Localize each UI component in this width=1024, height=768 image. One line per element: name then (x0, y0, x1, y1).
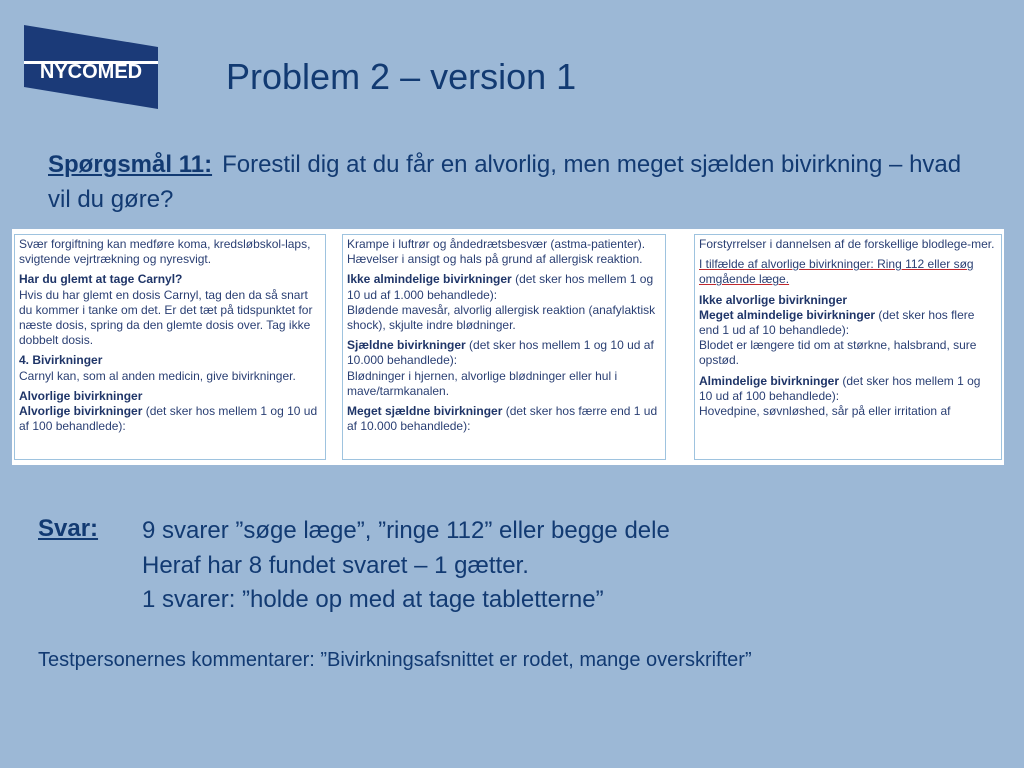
leaflet-paragraph (19, 389, 321, 435)
leaflet-text: Svær forgiftning kan medføre koma, kredsløbskol-laps, svigtende vejrtrækning og nyresvigt. (19, 237, 311, 267)
leaflet-paragraph (699, 374, 997, 420)
leaflet-heading: Sjældne bivirkninger (347, 338, 466, 353)
answer-lines (142, 514, 670, 618)
answer-label: Svar: (38, 515, 99, 542)
leaflet-paragraph (699, 257, 997, 287)
leaflet-text: Krampe i luftrør og åndedrætsbesvær (astma-patienter). Hævelser i ansigt og hals på grund af allergisk reaktion. (347, 237, 646, 267)
leaflet-heading: Alvorlige bivirkninger (19, 404, 143, 419)
question-text: Forestil dig at du får en alvorlig, men meget sjælden bivirkning – hvad vil du gøre? (48, 151, 962, 213)
leaflet-heading: Meget sjældne bivirkninger (347, 404, 503, 419)
leaflet-excerpt (12, 229, 1004, 465)
leaflet-text: (det sker hos mellem 1 og 10 ud af 100 behandlede): (19, 404, 318, 434)
leaflet-text: (det sker hos mellem 1 og 10 ud af 100 behandlede): (699, 373, 981, 403)
leaflet-heading: Har du glemt at tage Carnyl? (19, 272, 183, 287)
answer-line-2: Heraf har 8 fundet svaret – 1 gætter. (142, 551, 529, 579)
leaflet-text: Blødninger i hjernen, alvorlige blødninger eller hul i mave/tarmkanalen. (347, 368, 618, 398)
answer-line-3: 1 svarer: ”holde op med at tage tabletterne” (142, 586, 604, 613)
leaflet-heading: Ikke alvorlige bivirkninger (699, 292, 848, 307)
leaflet-text: (det sker hos færre end 1 ud af 10.000 behandlede): (347, 404, 658, 434)
leaflet-paragraph (347, 404, 661, 434)
test-comments: Testpersonernes kommentarer: ”Bivirkningsafsnittet er rodet, mange overskrifter” (38, 649, 752, 671)
leaflet-text: Blodet er længere tid om at størkne, halsbrand, sure opstød. (699, 338, 977, 368)
question-label: Spørgsmål 11: (48, 151, 213, 178)
nycomed-logo (24, 25, 158, 109)
slide-title: Problem 2 – version 1 (226, 56, 577, 97)
leaflet-paragraph (19, 353, 321, 383)
emergency-instruction: I tilfælde af alvorlige bivirkninger: Ring 112 eller søg omgående læge. (699, 257, 974, 287)
leaflet-text: (det sker hos flere end 1 ud af 10 behandlede): (699, 307, 975, 338)
leaflet-text: Blødende mavesår, alvorlig allergisk reaktion (anafylaktisk shock), skjulte indre blødninger. (347, 302, 656, 333)
logo-text: NYCOMED (39, 61, 143, 83)
leaflet-heading: Meget almindelige bivirkninger (699, 307, 876, 322)
leaflet-paragraph (19, 272, 321, 348)
leaflet-column-3 (694, 234, 1002, 460)
leaflet-heading: 4. Bivirkninger (19, 353, 103, 368)
leaflet-heading: Almindelige bivirkninger (699, 373, 840, 388)
leaflet-text: (det sker hos mellem 1 og 10 ud af 1.000 behandlede): (347, 272, 654, 302)
leaflet-text: Carnyl kan, som al anden medicin, give bivirkninger. (19, 368, 296, 383)
question (48, 147, 968, 217)
leaflet-paragraph (347, 338, 661, 399)
leaflet-text: Hovedpine, søvnløshed, sår på eller irritation af (699, 404, 951, 419)
leaflet-column-1 (14, 234, 326, 460)
answer-line-1: 9 svarer ”søge læge”, ”ringe 112” eller begge dele (142, 517, 670, 544)
leaflet-column-2 (342, 234, 666, 460)
leaflet-text: Hvis du har glemt en dosis Carnyl, tag den da så snart du kommer i tanke om det. Er det tæt på tidspunktet for næste dosis, spring da den glemte dosis over. Tag ikke dobbelt dosis. (19, 287, 313, 348)
leaflet-text: Forstyrrelser i dannelsen af de forskellige blodlege-mer. (699, 237, 995, 251)
leaflet-paragraph (347, 272, 661, 333)
leaflet-heading: Alvorlige bivirkninger (19, 388, 143, 403)
leaflet-heading: Ikke almindelige bivirkninger (347, 272, 512, 287)
leaflet-text: (det sker hos mellem 1 og 10 ud af 10.000 behandlede): (347, 338, 654, 368)
leaflet-paragraph (699, 293, 997, 369)
